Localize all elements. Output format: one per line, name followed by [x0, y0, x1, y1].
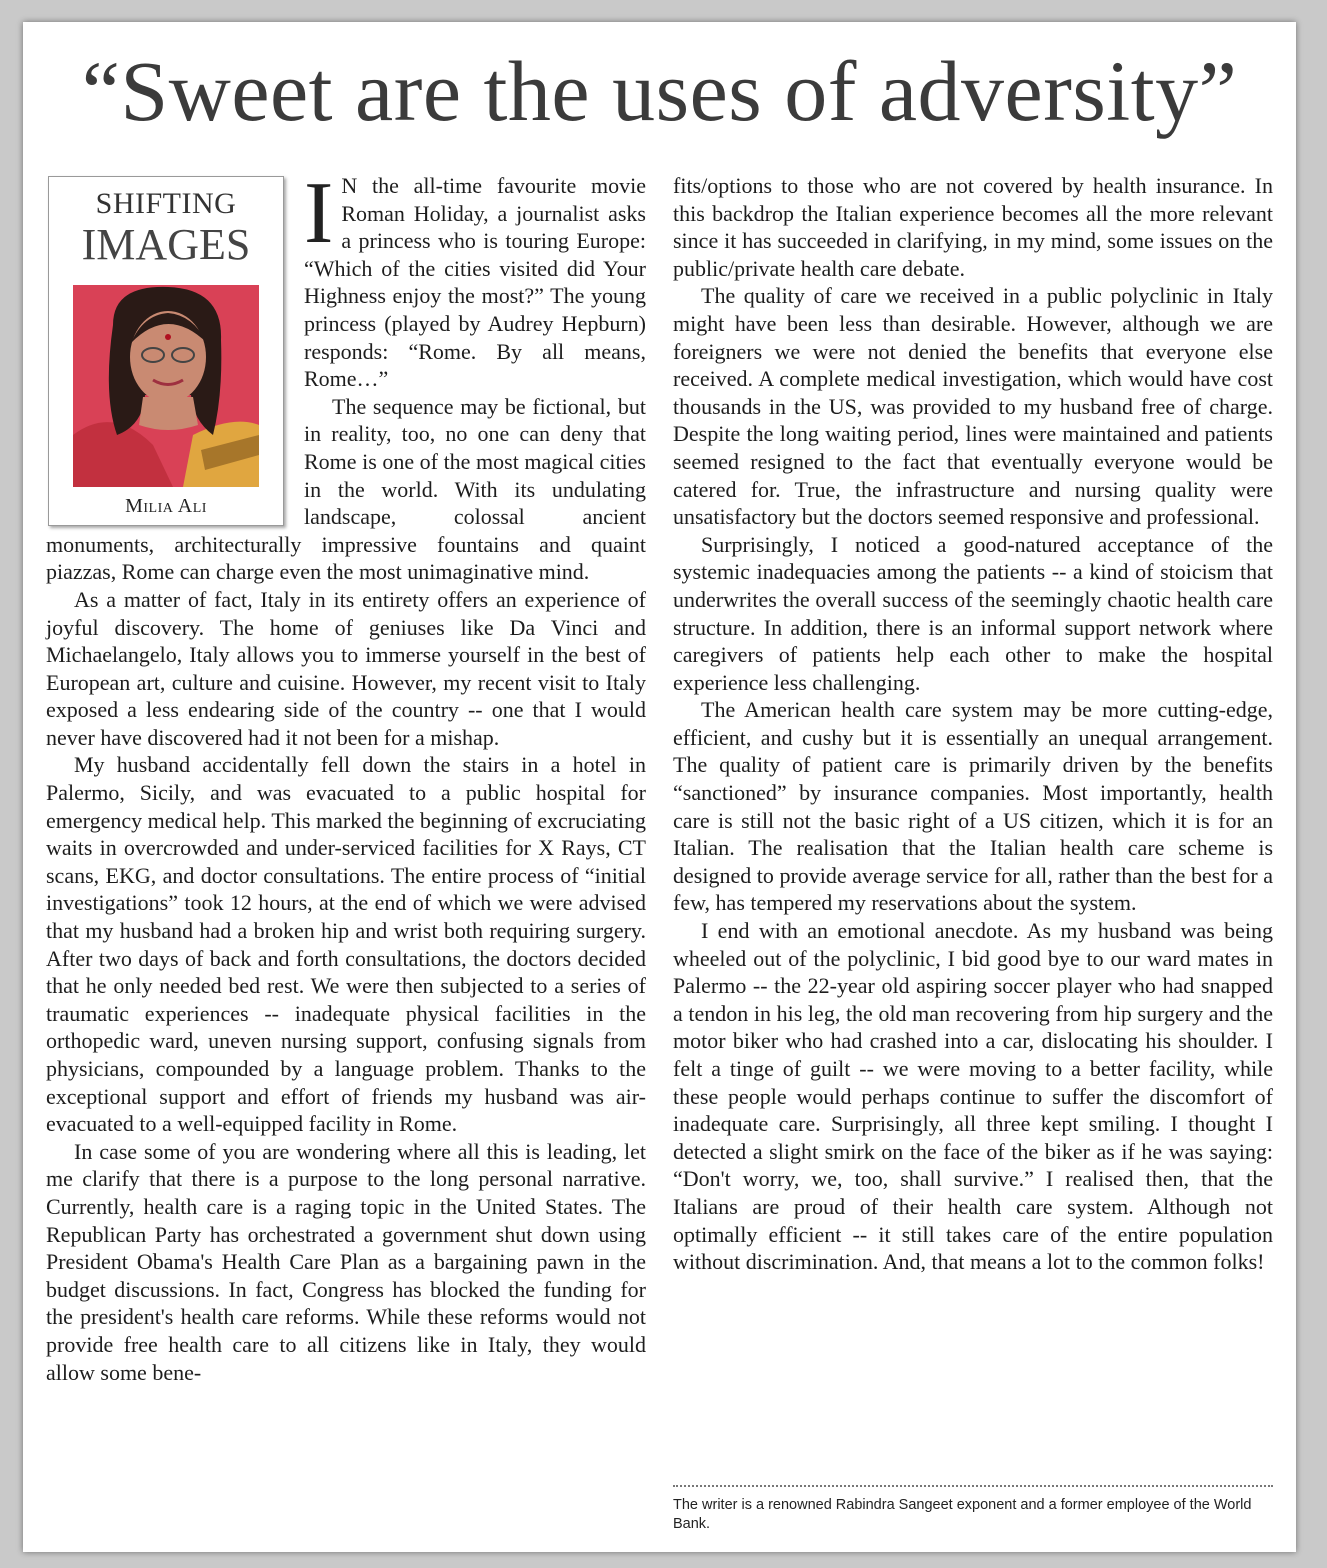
- paragraph: In case some of you are wondering where all this is leading, let me clarify that there is a purpose to the long personal narrative. Currently, health care is a raging topic in the United States. The Republican Party has orchestrated a government shut down using President Obama's Health Care Plan as a bargaining pawn in the budget discussions. In fact, Congress has blocked the funding for the president's health care reforms. While these reforms would not provide free health care to all citizens like in Italy, they would allow some bene-: [46, 1138, 646, 1385]
- author-photo: [73, 285, 259, 487]
- author-name: Milia Ali: [125, 495, 207, 517]
- paragraph: My husband accidentally fell down the stairs in a hotel in Palermo, Sicily, and was evacuated to a public hospital for emergency medical help. This marked the beginning of excruciating waits in overcrowded and under-serviced facilities for X Rays, CT scans, EKG, and doctor consultations. The entire process of “initial investigations” took 12 hours, at the end of which we were advised that my husband had a broken hip and wrist both requiring surgery. After two days of back and forth consultations, the doctors decided that he only needed bed rest. We were then subjected to a series of traumatic experiences -- inadequate physical facilities in the orthopedic ward, uneven nursing support, confusing signals from physicians, compounded by a language problem. Thanks to the exceptional support and effort of friends my husband was air-evacuated to a well-equipped facility in Rome.: [46, 752, 646, 1137]
- left-column: [46, 165, 646, 1386]
- paragraph: The sequence may be fictional, but in reality, too, no one can deny that Rome is one of the most magical cities in the world. With its undulating landscape, colossal ancient monuments, architecturally impressive fountains and quaint piazzas, Rome can charge even the most unimaginative mind.: [46, 393, 646, 585]
- column-logo-box: [48, 176, 284, 526]
- paragraph: Surprisingly, I noticed a good-natured acceptance of the systemic inadequacies among the patients -- a kind of stoicism that underwrites the overall success of the seemingly chaotic health care structure. In addition, there is an informal support network where caregivers of patients help each other to make the hospital experience less challenging.: [673, 531, 1273, 695]
- paragraph: As a matter of fact, Italy in its entirety offers an experience of joyful discovery. The home of geniuses like Da Vinci and Michaelangelo, Italy allows you to immerse yourself in the best of European art, culture and cuisine. However, my recent visit to Italy exposed a less endearing side of the country -- one that I would never have discovered had it not been for a mishap.: [46, 586, 646, 750]
- dotted-divider: [673, 1485, 1273, 1487]
- paragraph: fits/options to those who are not covered by health insurance. In this backdrop the Italian experience becomes all the more relevant since it has succeeded in clarifying, in my mind, some issues on the public/private health care debate.: [673, 173, 1273, 281]
- author-footnote: The writer is a renowned Rabindra Sangeet exponent and a former employee of the World Bank.: [673, 1497, 1252, 1532]
- paragraph: The American health care system may be more cutting-edge, efficient, and cushy but it is essentially an unequal arrangement. The quality of patient care is primarily driven by the benefits “sanctioned” by insurance companies. Most importantly, health care is still not the basic right of a US citizen, which it is for an Italian. The realisation that the Italian health care scheme is designed to provide average service for all, rather than the best for a few, has tempered my reservations about the system.: [673, 697, 1273, 916]
- article-page: [23, 22, 1296, 1552]
- paragraph: The quality of care we received in a public polyclinic in Italy might have been less than desirable. However, although we are foreigners we were not denied the benefits that everyone else received. A complete medical investigation, which would have cost thousands in the US, was provided to my husband free of charge. Despite the long waiting period, lines were maintained and patients seemed resigned to the fact that eventually everyone would be catered for. True, the infrastructure and nursing quality were unsatisfactory but the doctors seemed responsive and professional.: [673, 283, 1273, 530]
- paragraph: N the all-time favourite movie Roman Holiday, a journalist asks a princess who is touring Europe: “Which of the cities visited did Your Highness enjoy the most?” The young princess (played by Audrey Hepburn) responds: “Rome. By all means, Rome…”: [304, 173, 646, 392]
- column-title: IMAGES: [81, 220, 251, 269]
- right-column: [673, 172, 1273, 1276]
- column-kicker: SHIFTING: [95, 187, 237, 220]
- drop-cap: I: [304, 165, 334, 262]
- headline: “Sweet are the uses of adversity”: [81, 43, 1238, 139]
- paragraph: I end with an emotional anecdote. As my husband was being wheeled out of the polyclinic, I bid good bye to our ward mates in Palermo -- the 22-year old aspiring soccer player who had snapped a tendon in his leg, the old man recovering from hip surgery and the motor biker who had crashed into a car, dislocating his shoulder. I felt a tinge of guilt -- we were moving to a better facility, while these people would perhaps continue to suffer the discomfort of inadequate care. Surprisingly, all three kept smiling. I thought I detected a slight smirk on the face of the biker as if he was saying: “Don't worry, we, too, shall survive.” I realised then, that the Italians are proud of their health care system. Although not optimally efficient -- it still takes care of the entire population without discrimination. And, that means a lot to the common folks!: [673, 918, 1273, 1275]
